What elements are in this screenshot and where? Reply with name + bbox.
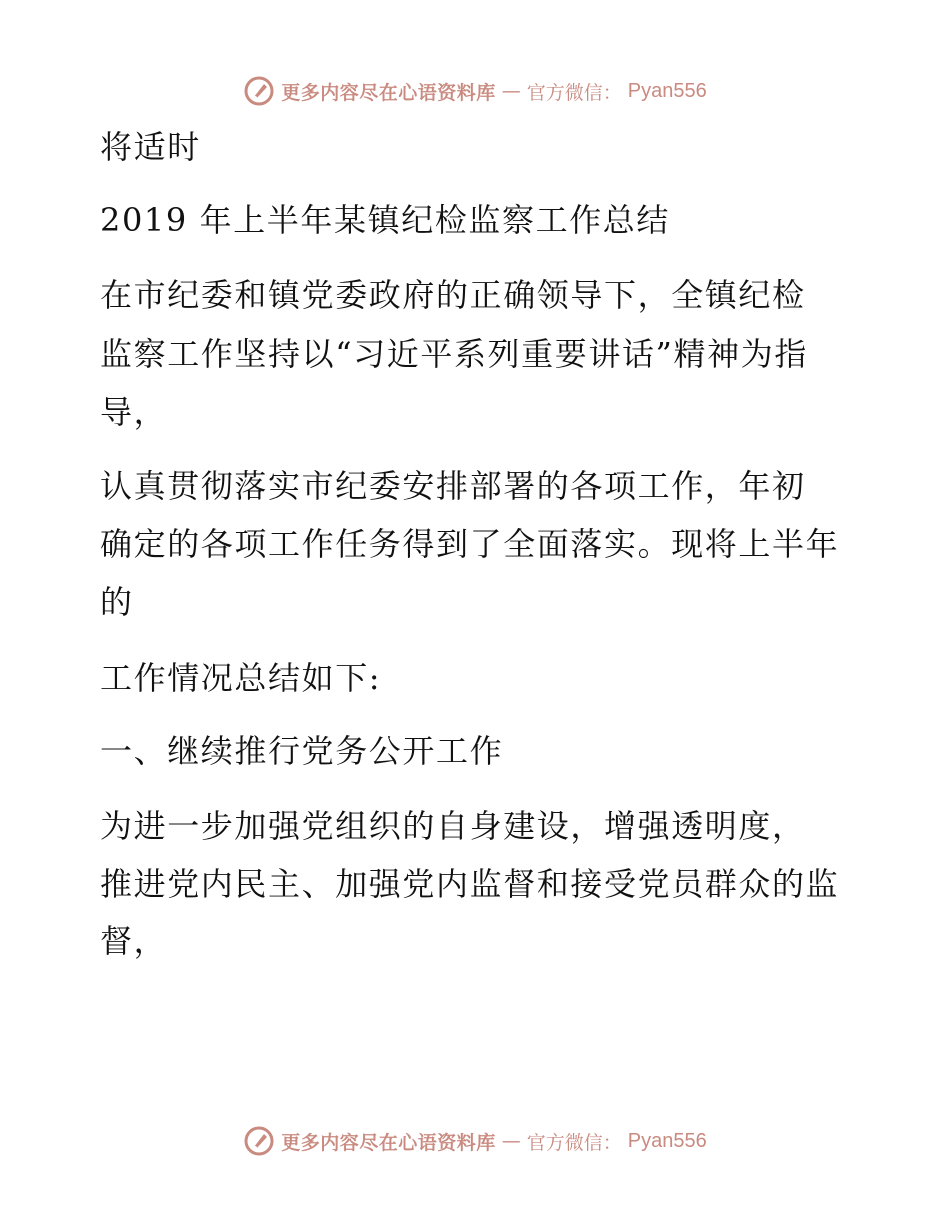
text-line: 为进一步加强党组织的自身建设，增强透明度，: [100, 807, 806, 845]
watermark-wechat-label: 官方微信：: [526, 1131, 622, 1154]
watermark-brand: 更多内容尽在心语资料库: [281, 81, 496, 104]
footer-watermark: [0, 1121, 950, 1161]
text-line: 认真贯彻落实市纪委安排部署的各项工作，年初: [100, 467, 806, 505]
section-heading: 一、继续推行党务公开工作: [100, 732, 504, 770]
pen-nib-seal-icon: [243, 75, 275, 107]
watermark-wechat-id: Pyan556: [627, 1129, 707, 1152]
watermark-brand: 更多内容尽在心语资料库: [281, 1131, 496, 1154]
watermark-wechat-label: 官方微信：: [526, 81, 622, 104]
watermark-separator: —: [501, 1130, 521, 1152]
watermark-content: [243, 1125, 707, 1157]
document-title: 2019 年上半年某镇纪检监察工作总结: [100, 201, 671, 239]
text-line: 导，: [100, 393, 168, 431]
text-line: 监察工作坚持以“习近平系列重要讲话”精神为指: [100, 335, 808, 373]
text-line: 的: [100, 583, 134, 621]
watermark-content: [243, 75, 707, 107]
text-line: 工作情况总结如下:: [100, 659, 382, 697]
text-line: 将适时: [100, 128, 201, 166]
pen-nib-seal-icon: [243, 1125, 275, 1157]
text-line: 督，: [100, 922, 168, 960]
watermark-wechat-id: Pyan556: [627, 79, 707, 102]
header-watermark: [0, 71, 950, 111]
watermark-separator: —: [501, 80, 521, 102]
text-line: 确定的各项工作任务得到了全面落实。现将上半年: [100, 525, 840, 563]
text-line: 推进党内民主、加强党内监督和接受党员群众的监: [100, 865, 840, 903]
text-line: 在市纪委和镇党委政府的正确领导下，全镇纪检: [100, 276, 806, 314]
